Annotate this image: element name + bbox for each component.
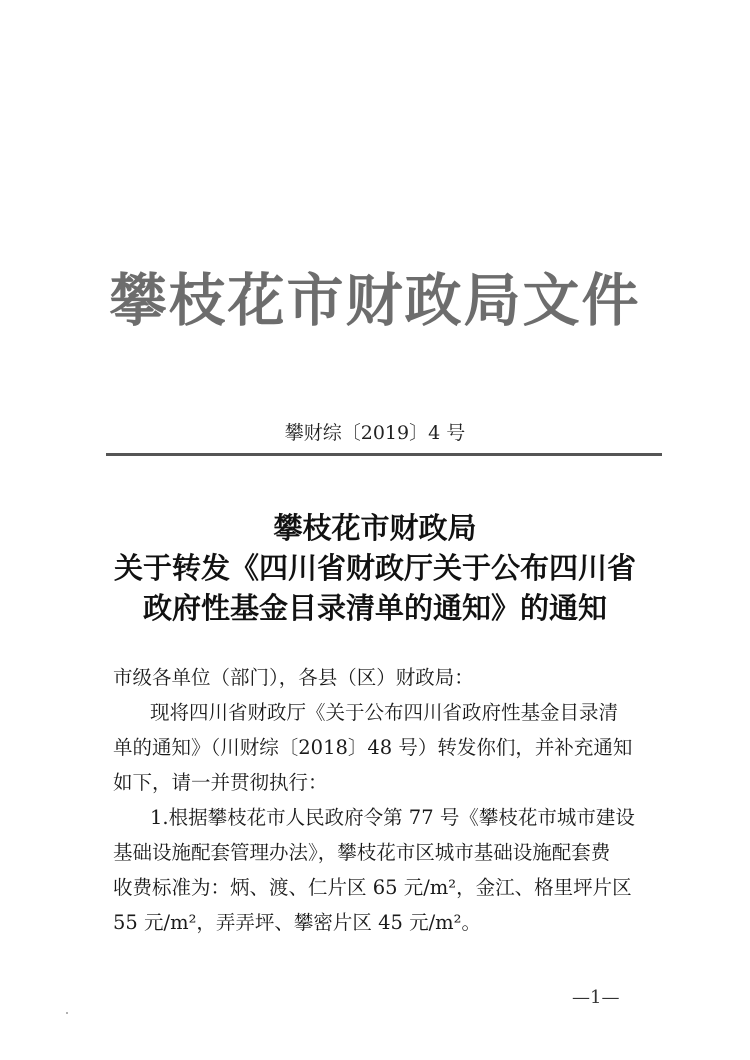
scan-speck: [66, 1012, 68, 1014]
paragraph-1-line-2: 单的通知》（川财综〔2018〕48 号）转发你们，并补充通知: [113, 736, 633, 759]
salutation: 市级各单位（部门），各县（区）财政局：: [113, 666, 474, 689]
title-line-2: 关于转发《四川省财政厅关于公布四川省: [113, 551, 636, 585]
title-line-3: 政府性基金目录清单的通知》的通知: [142, 591, 607, 625]
document-number: 攀财综〔2019〕4 号: [284, 422, 466, 444]
title-line-1: 攀枝花市财政局: [273, 511, 477, 545]
header-divider: [106, 453, 662, 456]
document-body: [113, 660, 653, 940]
paragraph-1-line-1: 现将四川省财政厅《关于公布四川省政府性基金目录清: [150, 701, 619, 724]
paragraph-1-line-3: 如下，请一并贯彻执行：: [113, 771, 328, 794]
document-header-title: 攀枝花市财政局文件: [109, 267, 641, 334]
page-number: —1—: [572, 987, 620, 1008]
paragraph-2-line-4: 55 元/m²，弄弄坪、攀密片区 45 元/m²。: [113, 911, 481, 934]
paragraph-2-line-1: 1.根据攀枝花市人民政府令第 77 号《攀枝花市城市建设: [150, 806, 635, 829]
paragraph-2-line-2: 基础设施配套管理办法》，攀枝花市区城市基础设施配套费: [113, 841, 611, 864]
paragraph-2-line-3: 收费标准为：炳、渡、仁片区 65 元/m²，金江、格里坪片区: [113, 876, 632, 899]
document-title: [0, 508, 750, 628]
